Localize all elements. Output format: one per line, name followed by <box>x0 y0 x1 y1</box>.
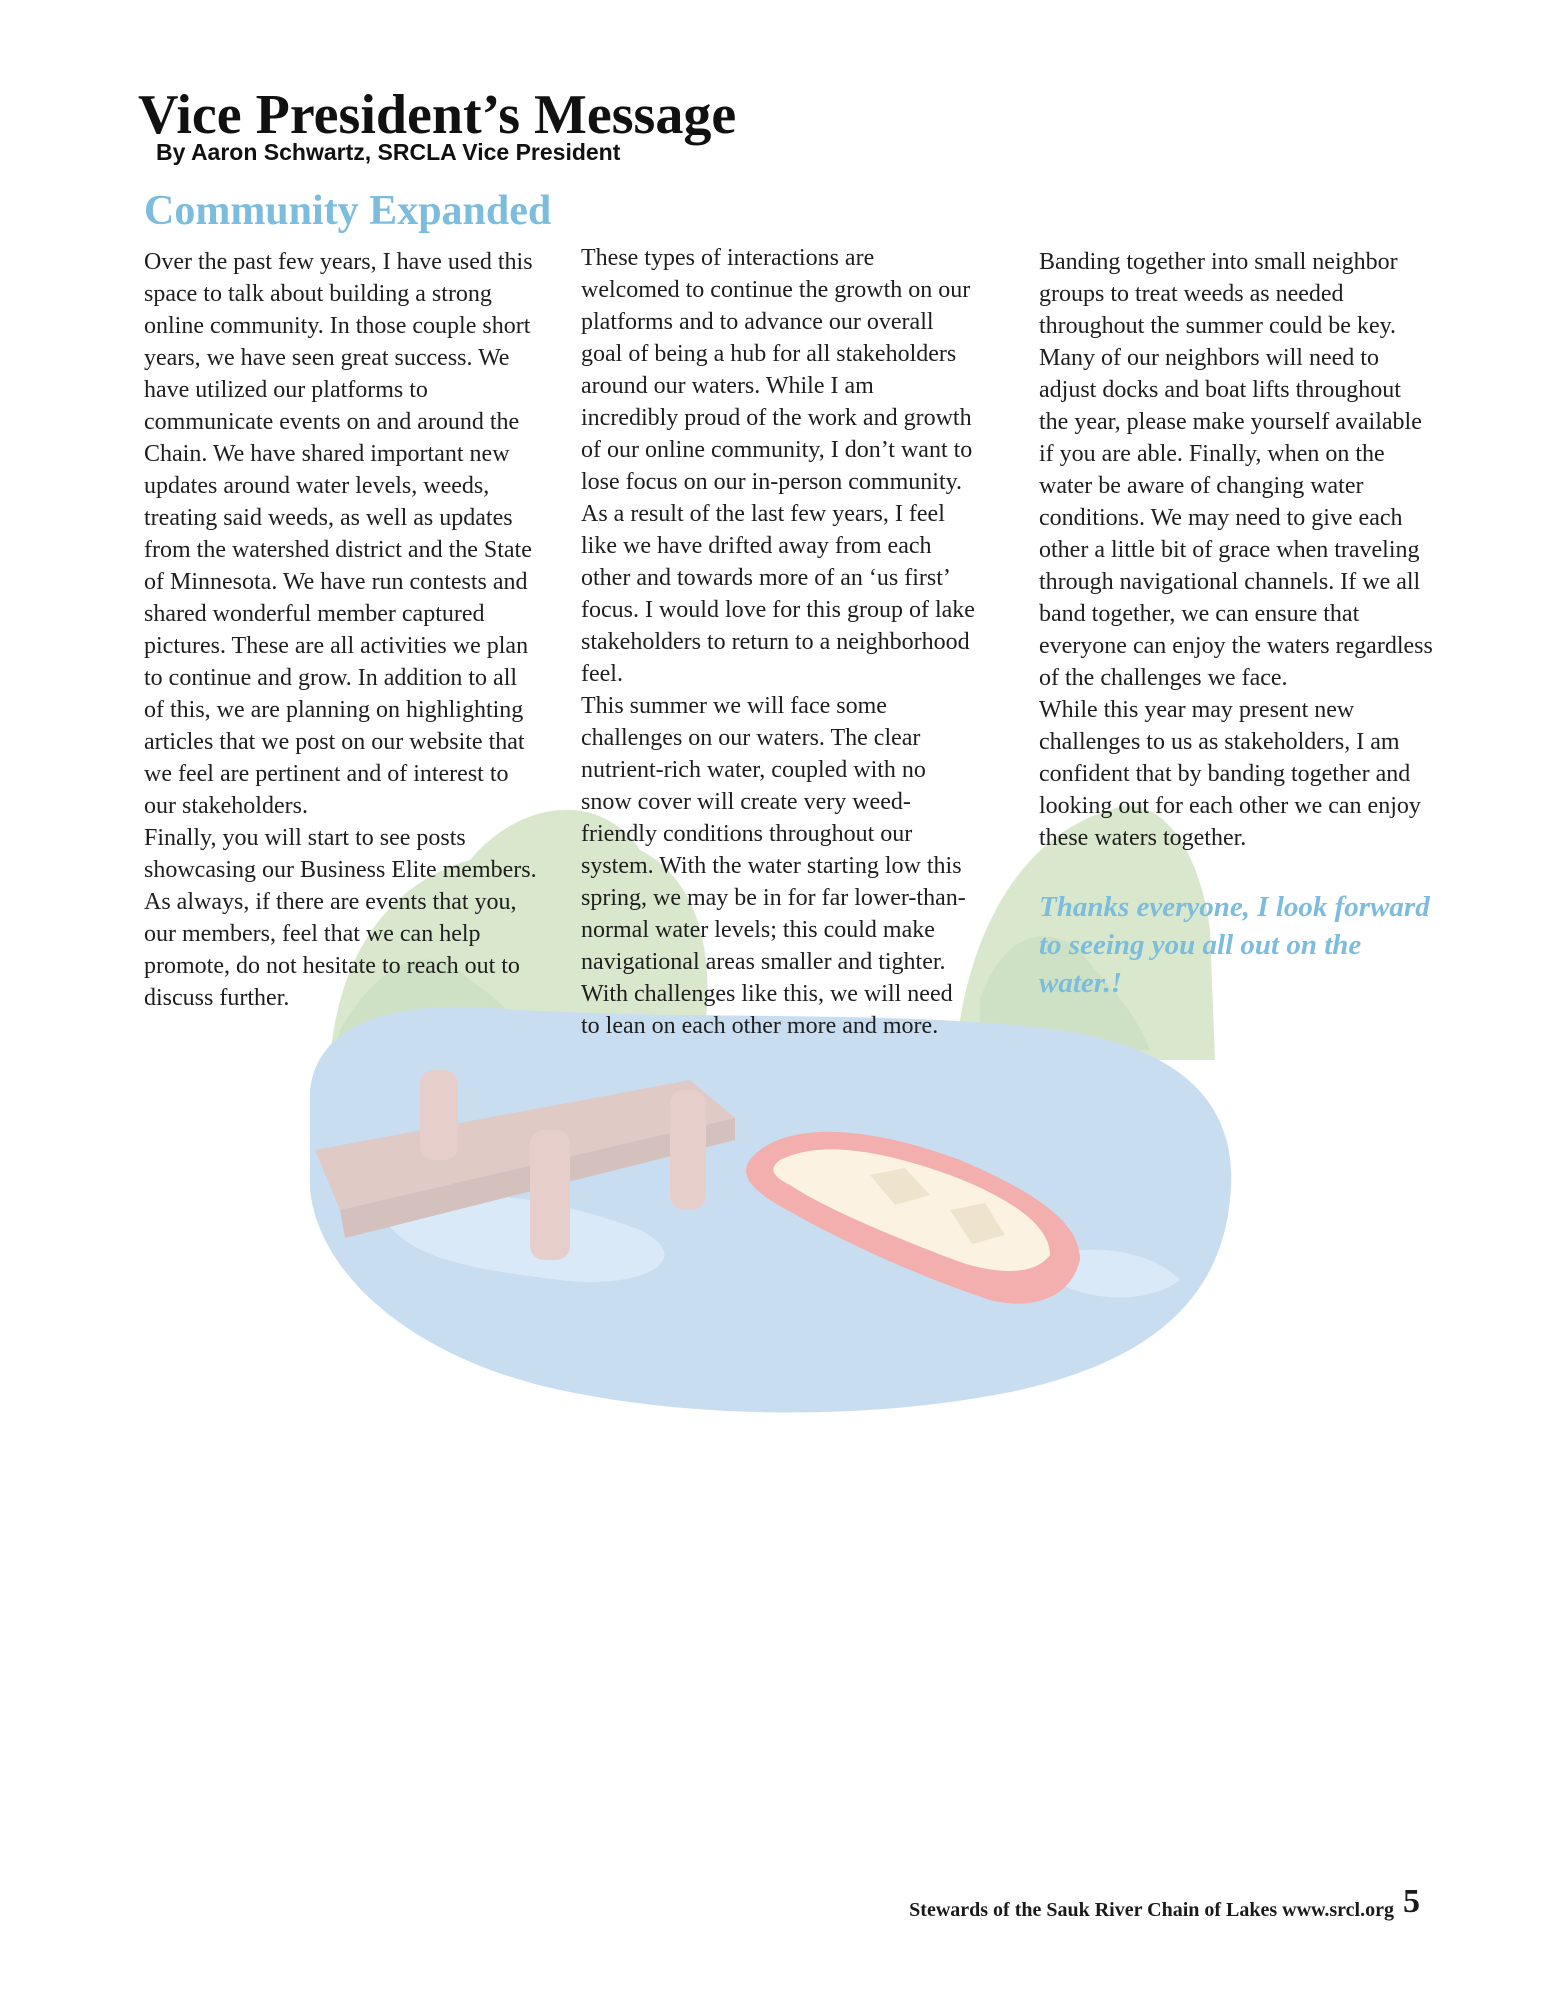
column-3-paragraph-2: While this year may present new challenges to us as stakeholders, I am confident that by banding together and looking out for each other we can enjoy these waters together. <box>1039 697 1421 851</box>
column-1-paragraph-2: Finally, you will start to see posts showcasing our Business Elite members. As always, if there are events that you, our members, feel that we can help promote, do not hesitate to reach out to discuss further. <box>144 825 537 1011</box>
signoff-message: Thanks everyone, I look forward to seeing you all out on the water.! <box>1039 891 1430 999</box>
article-column-2 <box>581 242 976 1042</box>
article-column-1 <box>144 246 539 1014</box>
page-number: 5 <box>1403 1883 1420 1920</box>
author-byline: By Aaron Schwartz, SRCLA Vice President <box>156 139 621 165</box>
dock-post-2 <box>530 1130 570 1260</box>
column-3-paragraph-1: Banding together into small neighbor groups to treat weeds as needed throughout the summer could be key. Many of our neighbors will need to adjust docks and boat lifts throughout the year, please make yourself available if you are able. Finally, when on the water be aware of changing water conditions. We may need to give each other a little bit of grace when traveling through navigational channels. If we all band together, we can ensure that everyone can enjoy the waters regardless of the challenges we face. <box>1039 249 1433 691</box>
column-2-paragraph-2: This summer we will face some challenges on our waters. The clear nutrient-rich water, coupled with no snow cover will create very weed-friendly conditions throughout our system. With the water starting low this spring, we may be in for far lower-than-normal water levels; this could make navigational areas smaller and tighter. With challenges like this, we will need to lean on each other more and more. <box>581 693 966 1039</box>
footer-text: Stewards of the Sauk River Chain of Lakes www.srcl.org <box>909 1899 1394 1921</box>
page-title: Vice President’s Message <box>138 84 737 146</box>
dock-post-3 <box>670 1090 706 1210</box>
column-1-paragraph-1: Over the past few years, I have used this space to talk about building a strong online community. In those couple short years, we have seen great success. We have utilized our platforms to communicate events on and around the Chain. We have shared important new updates around water levels, weeds, treating said weeds, as well as updates from the watershed district and the State of Minnesota. We have run contests and shared wonderful member captured pictures. These are all activities we plan to continue and grow. In addition to all of this, we are planning on highlighting articles that we post on our website that we feel are pertinent and of interest to our stakeholders. <box>144 249 533 819</box>
dock-post-1 <box>420 1070 458 1160</box>
column-2-paragraph-1: These types of interactions are welcomed to continue the growth on our platforms and to advance our overall goal of being a hub for all stakeholders around our waters. While I am incredibly proud of the work and growth of our online community, I don’t want to lose focus on our in-person community. As a result of the last few years, I feel like we have drifted away from each other and towards more of an ‘us first’ focus. I would love for this group of lake stakeholders to return to a neighborhood feel. <box>581 245 975 687</box>
article-column-3 <box>1039 246 1434 1002</box>
article-heading: Community Expanded <box>144 188 552 234</box>
